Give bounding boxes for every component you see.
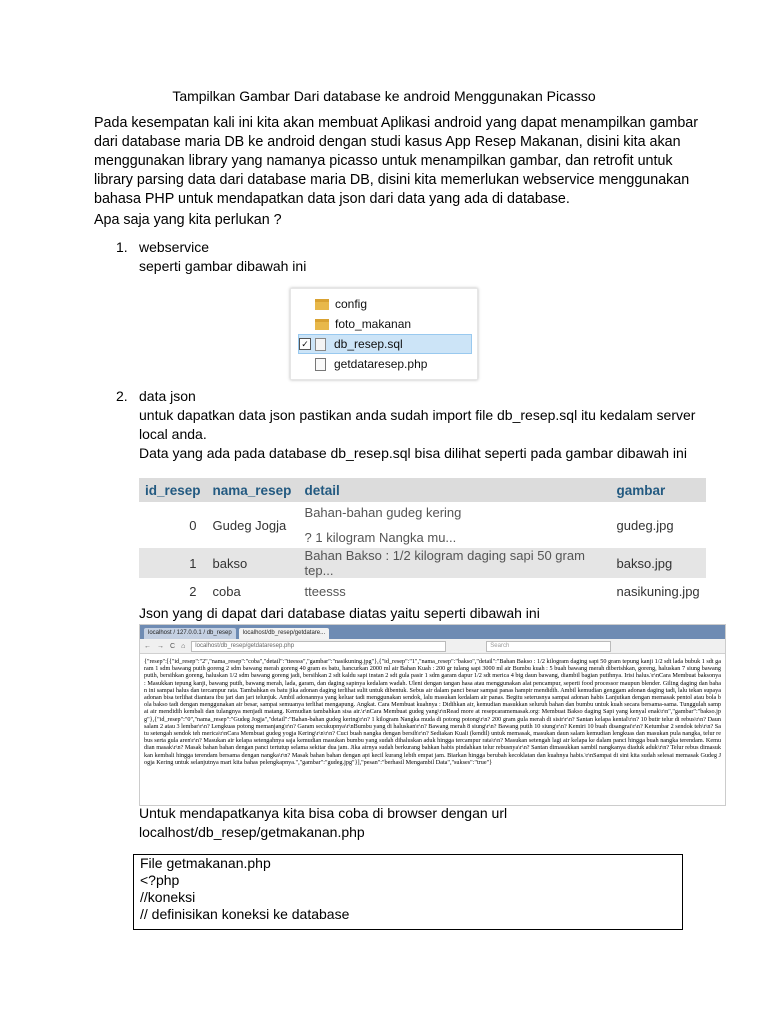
list-item: getdataresep.php bbox=[299, 355, 471, 373]
php-file-icon bbox=[315, 358, 326, 371]
url-bar: localhost/db_resep/getdataresep.php bbox=[191, 641, 446, 652]
cell-gambar: nasikuning.jpg bbox=[611, 578, 706, 604]
item2-title: data json bbox=[139, 388, 196, 404]
sql-file-icon bbox=[315, 338, 326, 351]
cell-detail: Bahan Bakso : 1/2 kilogram daging sapi 50 gram tep... bbox=[299, 548, 611, 578]
list-item: foto_makanan bbox=[299, 315, 471, 333]
code-line: // definisikan koneksi ke database bbox=[140, 906, 350, 922]
code-line: File getmakanan.php bbox=[140, 855, 271, 871]
browser-toolbar bbox=[140, 639, 725, 654]
json-caption: Json yang di dapat dari database diatas yaitu seperti dibawah ini bbox=[139, 605, 540, 621]
item2-line2: local anda. bbox=[139, 426, 207, 442]
back-icon: ← bbox=[144, 642, 151, 650]
forward-icon: → bbox=[157, 642, 164, 650]
intro-paragraph: Pada kesempatan kali ini kita akan membuat Aplikasi android yang dapat menampilkan gambar dari database maria DB ke android dengan studi kasus App Resep Makanan, disini kita akan menggunakan library yang namanya picasso untuk menampilkan gambar, dan retrofit untuk library parsing data dari database maria DB, disini kita memerlukan webservice menggunakan bahasa PHP untuk mendapatkan data json dari data yang ada di database. bbox=[94, 115, 698, 207]
table-header-row bbox=[139, 478, 706, 502]
code-line: //koneksi bbox=[140, 889, 196, 905]
column-header: nama_resep bbox=[207, 478, 299, 502]
column-header: gambar bbox=[611, 478, 706, 502]
list-number-2: 2. bbox=[116, 388, 128, 404]
list-item-selected: ✓ db_resep.sql bbox=[298, 334, 472, 354]
folder-icon bbox=[315, 319, 329, 330]
cell-detail: tteesss bbox=[299, 578, 611, 604]
column-header: detail bbox=[299, 478, 611, 502]
column-header: id_resep bbox=[139, 478, 207, 502]
browser-tab-active: localhost/db_resep/getdatare... bbox=[239, 628, 329, 639]
list-item-1 bbox=[139, 238, 709, 276]
table-row bbox=[139, 548, 706, 578]
item1-title: webservice bbox=[139, 239, 210, 255]
table-row bbox=[139, 502, 706, 548]
cell-gambar: gudeg.jpg bbox=[611, 502, 706, 548]
cell-nama: Gudeg Jogja bbox=[207, 502, 299, 548]
cell-gambar: bakso.jpg bbox=[611, 548, 706, 578]
item2-line1: untuk dapatkan data json pastikan anda sudah import file db_resep.sql itu kedalam server bbox=[139, 407, 696, 423]
item2-line3: Data yang ada pada database db_resep.sql bisa dilihat seperti pada gambar dibawah ini bbox=[139, 445, 687, 461]
cell-nama: bakso bbox=[207, 548, 299, 578]
list-number-1: 1. bbox=[116, 239, 128, 255]
json-output: {"resep":[{"id_resep":"2","nama_resep":"coba","detail":"tteesss","gambar":"nasikuning.jpg"},{"id_resep":"1","nama_resep":"bakso","detail":"Bahan Bakso : 1/2 kilogram daging sapi 50 gram tepung kanji 1/2 sdt lada bubuk 1 sdt garam 1 sdm bawang putih goreng 2 sdm bawang merah goreng 40 gram es batu, hancurkan 2000 ml air Bahan Kuah : 200 gr tulang sapi 3000 ml air Bumbu kuah : 5 buah bawang merah diberishkan, goreng, haluskan 7 siung bawang putih, bersihkan goreng, haluskan 1/2 sdm bawang goreng jadi, bersihkan 2 sdt kaldu sapi instan 2 sdt gula pasir 1 sdm garam dapur 1/2 sdt merica 4 btg daun bawang, diambil bagian putihnya. Irisi halus.\r\nCara Membuat baksonya : Masukkan tepung kanji, bawang putih, bawang merah, lada, garam, dan daging sapinya kedalam wadah. Uleni dengan tangan hasa atau menggunakan alat pencampur, seperti food processor maupun blender. Giling daging dan bahan ini sampai halus dan tercampur rata. Tambahkan es batu jika adonan daging terlihat sulit untuk dibentuk. Sebus air dalam panci besar sampai panas hampir mendidih. Ambil kemudian genggam adonan daging tadi, lalu tekan supaya adonan bisa terlihat diantara ibu jari dan jari telunjuk. Ambil adonannya yang keluar tadi menggunakan sendok, lalu masukan kedalam air panas. Begitu seterusnya sampai adonan habis Lanjutkan dengan memasak pentol atau bola bola bakso tadi dengan menggunakan air besar, sampai semuanya terlihat mengapung. Angkat. Cara Membuat kuahnya : Didihkan air, kemudian masukkan seluruh bahan dan bumbu untuk kuah secara bersama-sama. Tunggulah sampai air mendidih kembali dan tulangnya menjadi matang. Kemudian tambahkan sisa air.\r\nCara Membuat gudeg yang\r\nRead more at resepcaramemasak.org: Membuat Bakso daging Sapi yang kenyal enak\r\n","gambar":"bakso.jpg"},{"id_resep":"0","nama_resep":"Gudeg Jogja","detail":"Bahan-bahan gudeg kering\r\n? 1 kilogram Nangka muda di potong potong\r\n? 200 gram gula merah di sisir\r\n? Santan kelapa kental\r\n? 10 butir telur di rebus\r\n? Daun salam 2 atau 3 lembar\r\n? Lengkuas potong memanjang\r\n? Garam secukupnya\r\nBumbu yang di haluskan\r\n? Bawang merah 8 siung\r\n? Bawang putih 10 siung\r\n? Kemiri 10 buah disangrai\r\n? Ketumbar 2 sendok teh\r\n? Satu setengah sendok teh merica\r\nCara Membuat gudeg yogja Kering\r\n\r\n? Cuci buah nangka dengan bersih\r\n? Sediakan Kuali (kendil) untuk memasak, masukan daun salam kemudian lengkuas dan masukan pula nangka, telur rebus serta gula aren\r\n? Masukan air kelapa setengahnya saja kemudian masukan bumbu yang sudah dihaluskan aduk hingga tercampur rata\r\n? Masukan setengah lagi air kelapa ke dalam panci hingga buah nangka terendam. Kemudian masak\r\n? Masak bahan bahan dengan panci tertutup selama sekitar dua jam. Jika airnya sudah berkurang bahkan habis pindahkan telur rebusnya\r\n? Santan dimasukkan sambil nangkanya diaduk aduk\r\n? Telur rebus dimasukkan kembali hingga terendam bersama dengan nangka\r\n? Masak bahan bahan dengan api kecil kurang lebih empat jam. Biarkan hingga berubah kecoklatan dan kuahnya habis.\r\nSampai di sini kita sudah selesai memasak Gudeg Jogja Kering untuk selanjutnya mari kita bahas pelengkapnya.","gambar":"gudeg.jpg"}],"pesan":"berhasil Mengambil Data","sukses":"true"} bbox=[144, 658, 721, 766]
browser-tab: localhost / 127.0.0.1 / db_resep bbox=[144, 628, 236, 639]
question-text: Apa saja yang kita perlukan ? bbox=[94, 212, 282, 228]
search-box: Search bbox=[486, 641, 611, 652]
cell-detail: Bahan-bahan gudeg kering ? 1 kilogram Nangka mu... bbox=[299, 502, 611, 548]
folder-list-image bbox=[290, 288, 478, 380]
table-row bbox=[139, 578, 706, 604]
list-item: config bbox=[299, 295, 471, 313]
browser-screenshot bbox=[139, 624, 726, 806]
url-caption: Untuk mendapatkanya kita bisa coba di browser dengan url localhost/db_resep/getmakanan.php bbox=[139, 805, 508, 840]
reload-icon: C bbox=[170, 642, 176, 650]
code-box bbox=[133, 854, 683, 930]
cell-id: 2 bbox=[139, 578, 207, 604]
database-table-image bbox=[139, 478, 706, 604]
item1-desc: seperti gambar dibawah ini bbox=[139, 258, 307, 274]
cell-id: 1 bbox=[139, 548, 207, 578]
code-line: <?php bbox=[140, 872, 180, 888]
home-icon: ⌂ bbox=[181, 642, 186, 650]
checkbox-checked-icon: ✓ bbox=[299, 338, 311, 350]
browser-tab-bar bbox=[140, 625, 725, 639]
cell-nama: coba bbox=[207, 578, 299, 604]
cell-id: 0 bbox=[139, 502, 207, 548]
list-item-2 bbox=[139, 387, 709, 463]
page-title: Tampilkan Gambar Dari database ke android Menggunakan Picasso bbox=[172, 88, 596, 104]
folder-icon bbox=[315, 299, 329, 310]
